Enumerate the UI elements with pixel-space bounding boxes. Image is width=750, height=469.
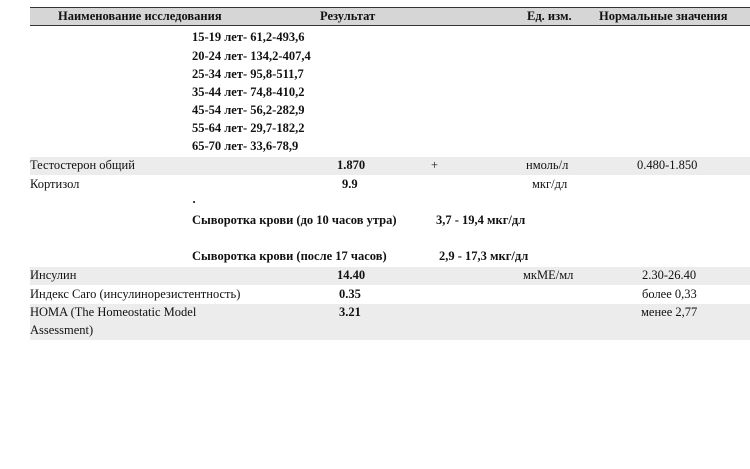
header-unit: Ед. изм. (527, 9, 572, 23)
test-name: Тестостерон общий (30, 158, 135, 172)
note-morning-label: Сыворотка крови (до 10 часов утра) (192, 213, 397, 227)
test-result: 14.40 (337, 268, 366, 282)
test-result: 3.21 (339, 305, 361, 319)
test-result: 1.870 (337, 158, 366, 172)
reference-range-line: 65-70 лет- 33,6-78,9 (192, 139, 299, 153)
note-evening-range: 2,9 - 17,3 мкг/дл (439, 249, 529, 263)
test-name-continued: Assessment) (30, 323, 94, 337)
reference-range-line: 25-34 лет- 95,8-511,7 (192, 67, 304, 81)
test-name: Инсулин (30, 268, 77, 282)
header-result: Результат (320, 9, 376, 23)
note-evening-label: Сыворотка крови (после 17 часов) (192, 249, 387, 263)
test-name: HOMA (The Homeostatic Model (30, 305, 197, 319)
test-name: Кортизол (30, 177, 80, 191)
note-morning-range: 3,7 - 19,4 мкг/дл (436, 213, 526, 227)
reference-range-line: 35-44 лет- 74,8-410,2 (192, 85, 305, 99)
reference-range-line: 45-54 лет- 56,2-282,9 (192, 103, 305, 117)
test-norm: менее 2,77 (641, 305, 698, 319)
abnormal-flag: + (431, 158, 439, 172)
header-name: Наименование исследования (58, 9, 222, 23)
test-result: 0.35 (339, 287, 361, 301)
table-row (30, 157, 750, 175)
table-header (30, 7, 750, 26)
header-norm: Нормальные значения (599, 9, 728, 23)
table-row (30, 176, 750, 194)
reference-range-line: 55-64 лет- 29,7-182,2 (192, 121, 305, 135)
test-name: Индекс Caro (инсулинорезистентность) (30, 287, 241, 301)
table-row (30, 304, 750, 340)
test-result: 9.9 (342, 177, 358, 191)
test-unit: мкМЕ/мл (523, 268, 574, 282)
test-norm: 2.30-26.40 (642, 268, 697, 282)
test-unit: нмоль/л (526, 158, 569, 172)
test-unit: мкг/дл (532, 177, 568, 191)
reference-range-line: 15-19 лет- 61,2-493,6 (192, 30, 305, 44)
table-row (30, 267, 750, 285)
reference-range-line: 20-24 лет- 134,2-407,4 (192, 49, 311, 63)
note-dot: · (192, 195, 197, 209)
table-row (30, 286, 750, 304)
test-norm: более 0,33 (642, 287, 697, 301)
test-norm: 0.480-1.850 (637, 158, 698, 172)
